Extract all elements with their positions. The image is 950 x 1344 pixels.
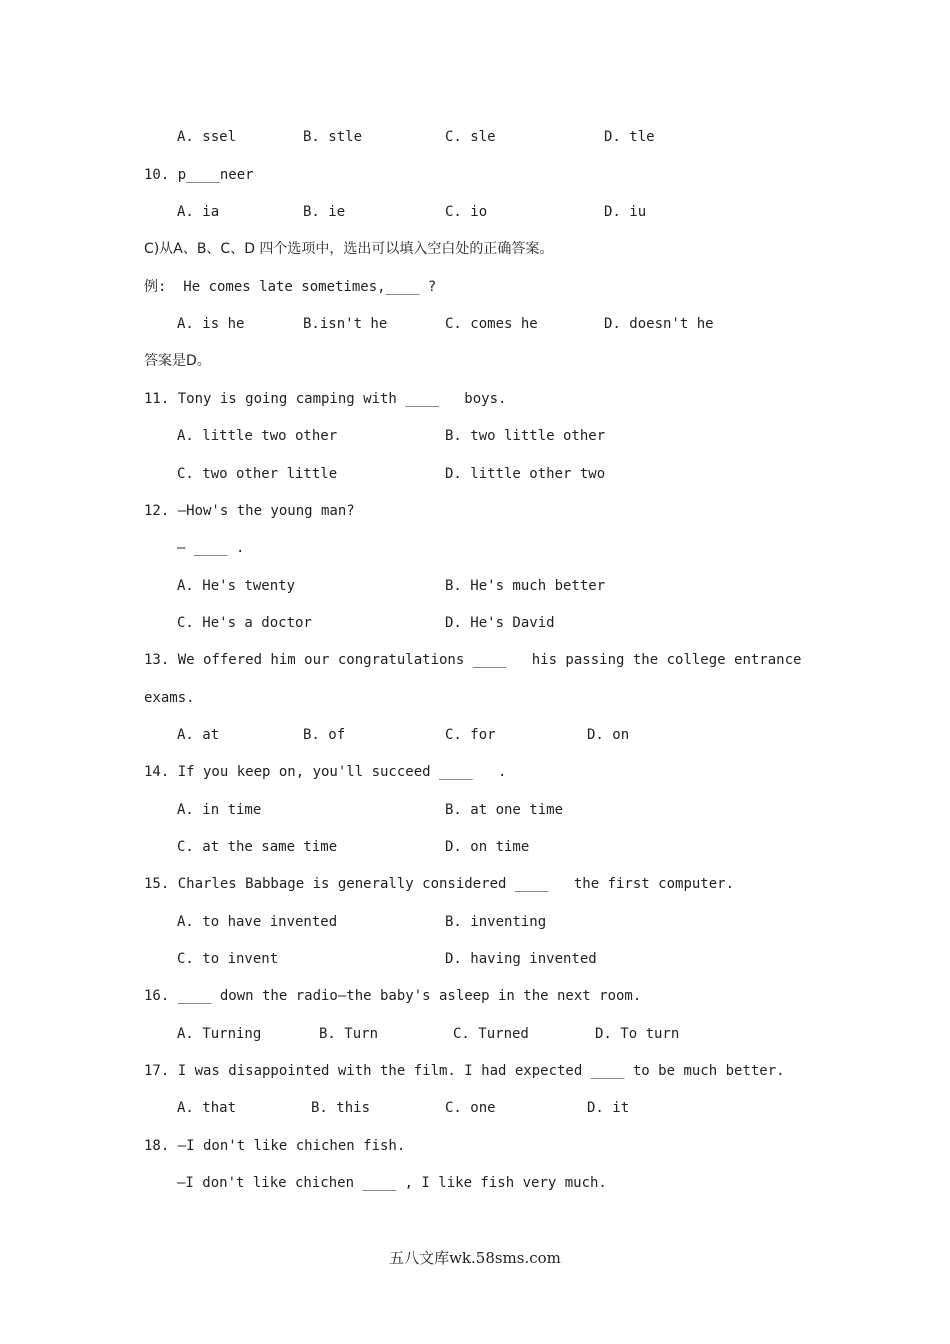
q17-option-d: D. it bbox=[587, 1100, 630, 1116]
q13-stem: 13. We offered him our congratulations ____ his passing the college entrance bbox=[144, 652, 802, 668]
q9-option-d: D. tle bbox=[604, 129, 655, 145]
q13-option-a: A. at bbox=[177, 727, 220, 743]
q11-option-b: B. two little other bbox=[445, 428, 606, 444]
q11-option-d: D. little other two bbox=[445, 466, 606, 482]
q14-stem: 14. If you keep on, you'll succeed ____ . bbox=[144, 764, 507, 780]
q12-option-d: D. He's David bbox=[445, 615, 555, 631]
example-option-b: B.isn't he bbox=[303, 316, 388, 332]
q13-stem-continued: exams. bbox=[144, 690, 195, 706]
q18-reply: —I don't like chichen ____ , I like fish very much. bbox=[177, 1175, 607, 1191]
q15-option-b: B. inventing bbox=[445, 914, 547, 930]
q15-option-d: D. having invented bbox=[445, 951, 597, 967]
q10-option-d: D. iu bbox=[604, 204, 647, 220]
q16-option-a: A. Turning bbox=[177, 1026, 262, 1042]
q17-option-c: C. one bbox=[445, 1100, 496, 1116]
q16-stem: 16. ____ down the radio—the baby's asleep in the next room. bbox=[144, 988, 642, 1004]
q11-option-c: C. two other little bbox=[177, 466, 338, 482]
q9-option-b: B. stle bbox=[303, 129, 363, 145]
page-footer: 五八文库wk.58sms.com bbox=[389, 1249, 561, 1267]
q11-option-a: A. little two other bbox=[177, 428, 338, 444]
section-c-instruction: C)从A、B、C、D 四个选项中，选出可以填入空白处的正确答案。 bbox=[144, 241, 554, 257]
q14-option-a: A. in time bbox=[177, 802, 262, 818]
q12-stem: 12. —How's the young man? bbox=[144, 503, 355, 519]
q14-option-d: D. on time bbox=[445, 839, 530, 855]
q9-option-c: C. sle bbox=[445, 129, 496, 145]
q12-option-c: C. He's a doctor bbox=[177, 615, 312, 631]
q15-option-c: C. to invent bbox=[177, 951, 279, 967]
q15-option-a: A. to have invented bbox=[177, 914, 338, 930]
q18-stem: 18. —I don't like chichen fish. bbox=[144, 1138, 406, 1154]
q12-option-a: A. He's twenty bbox=[177, 578, 296, 594]
q16-option-b: B. Turn bbox=[319, 1026, 379, 1042]
q10-option-c: C. io bbox=[445, 204, 488, 220]
q11-stem: 11. Tony is going camping with ____ boys. bbox=[144, 391, 507, 407]
q16-option-d: D. To turn bbox=[595, 1026, 680, 1042]
q12-reply: — ____ . bbox=[177, 540, 245, 556]
example-answer: 答案是D。 bbox=[144, 353, 211, 369]
example-option-a: A. is he bbox=[177, 316, 245, 332]
q15-stem: 15. Charles Babbage is generally considered ____ the first computer. bbox=[144, 876, 735, 892]
q14-option-c: C. at the same time bbox=[177, 839, 338, 855]
q17-stem: 17. I was disappointed with the film. I had expected ____ to be much better. bbox=[144, 1063, 785, 1079]
q16-option-c: C. Turned bbox=[453, 1026, 529, 1042]
q10-option-a: A. ia bbox=[177, 204, 220, 220]
q10-option-b: B. ie bbox=[303, 204, 346, 220]
example-option-c: C. comes he bbox=[445, 316, 538, 332]
q12-option-b: B. He's much better bbox=[445, 578, 606, 594]
q13-option-b: B. of bbox=[303, 727, 346, 743]
q9-option-a: A. ssel bbox=[177, 129, 237, 145]
q13-option-d: D. on bbox=[587, 727, 630, 743]
q13-option-c: C. for bbox=[445, 727, 496, 743]
q14-option-b: B. at one time bbox=[445, 802, 564, 818]
q17-option-b: B. this bbox=[311, 1100, 371, 1116]
q17-option-a: A. that bbox=[177, 1100, 237, 1116]
q10-stem: 10. p____neer bbox=[144, 167, 254, 183]
example-option-d: D. doesn't he bbox=[604, 316, 714, 332]
example-stem: 例: He comes late sometimes,____ ? bbox=[144, 279, 437, 295]
